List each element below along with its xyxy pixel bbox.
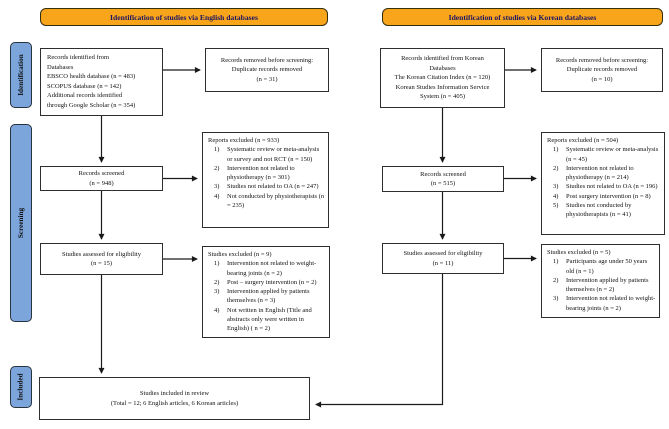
text-line: Studies assessed for eligibility <box>62 250 141 258</box>
list-item <box>208 287 326 306</box>
text-line: Korean Studies Information Service <box>395 83 490 91</box>
header-korean-databases: Identification of studies via Korean databases <box>382 8 663 26</box>
text-line: (n = 15) <box>91 260 112 267</box>
text-line: Databases <box>429 64 456 72</box>
list-item-text: Studies not conducted by physiotherapists (n = 41) <box>566 201 632 219</box>
list-item-number: 3) <box>553 183 559 191</box>
list-item <box>547 145 661 164</box>
list-item <box>208 306 326 334</box>
header-english-databases: Identification of studies via English databases <box>40 8 328 26</box>
list-item-text: Intervention not related to physiotherapy (n = 214) <box>566 164 634 182</box>
box-reports-excluded-english <box>202 132 329 228</box>
list-item-text: Not conducted by physiotherapists (n = 235) <box>227 192 325 209</box>
list-item-number: 4) <box>214 306 220 314</box>
list-item-text: Intervention applied by patients themselves (n = 2) <box>566 276 649 294</box>
list-item-number: 3) <box>214 183 220 191</box>
text-line: Databases <box>47 63 74 71</box>
list-item <box>208 182 325 191</box>
list-item-text: Systematic review or meta-analysis (n = 45) <box>566 146 659 163</box>
text-line: Records identified from Korean <box>401 55 484 63</box>
stage-label-included-text: Included <box>17 373 26 401</box>
text-line: Records removed before screening: <box>555 56 649 64</box>
list-item-number: 1) <box>553 258 559 266</box>
box-studies-assessed-english <box>40 243 163 275</box>
stage-label-screening-text: Screening <box>17 207 25 239</box>
box-reports-excluded-korean <box>541 132 665 235</box>
text-line: through Google Scholar (n = 354) <box>47 101 136 109</box>
list-item-number: 5) <box>553 201 559 209</box>
list-item-text: Intervention not related to weight-bearing joints (n = 2) <box>227 260 317 277</box>
list-item <box>547 276 656 295</box>
box-records-identified-english <box>40 48 163 116</box>
list-item-number: 1) <box>214 146 220 154</box>
reports-excluded-korean-title: Reports excluded (n = 504) <box>547 137 619 144</box>
text-line: (n = 11) <box>432 259 454 267</box>
reports-excluded-korean-list <box>547 145 661 219</box>
box-studies-excluded-english <box>202 246 330 338</box>
text-line: Duplicate records removed <box>231 66 303 74</box>
list-item-text: Post surgery intervention (n = 8) <box>566 192 651 200</box>
box-records-screened-korean <box>382 166 504 192</box>
list-item-number: 2) <box>214 278 220 286</box>
list-item-text: Systematic review or meta-analysis or survey and not RCT (n = 150) <box>227 146 320 163</box>
list-item-number: 3) <box>553 295 559 303</box>
text-line: (n = 515) <box>430 180 456 187</box>
list-item-number: 2) <box>553 276 559 284</box>
text-line: (n = 948) <box>89 179 114 187</box>
list-item-text: Studies not related to OA (n = 247) <box>227 183 319 191</box>
list-item-number: 1) <box>553 146 559 154</box>
list-item <box>208 145 325 164</box>
list-item <box>208 192 325 211</box>
list-item-number: 2) <box>214 164 220 172</box>
text-line: SCOPUS database (n = 142) <box>47 82 122 90</box>
list-item-text: Intervention applied by patients themselves (n = 3) <box>227 288 310 305</box>
reports-excluded-english-title: Reports excluded (n = 933) <box>208 137 280 144</box>
list-item <box>547 257 656 276</box>
list-item <box>547 201 661 220</box>
list-item <box>547 182 661 191</box>
reports-excluded-english-list <box>208 145 325 210</box>
studies-excluded-english-title: Studies excluded (n = 9) <box>208 251 272 258</box>
text-line: Records removed before screening: <box>220 56 314 64</box>
list-item-text: Intervention not related to physiotherapy (n = 301) <box>227 164 295 182</box>
list-item-number: 4) <box>214 192 220 200</box>
box-records-removed-korean <box>541 48 663 92</box>
stage-label-screening <box>10 124 32 322</box>
box-records-removed-english <box>205 48 329 92</box>
text-line: The Korean Citation Index (n = 120) <box>394 74 491 82</box>
text-line: Studies assessed for eligibility <box>403 250 483 258</box>
text-line: Records screened <box>420 170 466 178</box>
text-line: Additional records identified <box>47 92 123 100</box>
list-item <box>547 294 656 313</box>
list-item <box>208 278 326 287</box>
text-line: System (n = 405) <box>419 93 465 101</box>
list-item-text: Studies not related to OA (n = 196) <box>566 183 658 191</box>
box-records-identified-korean <box>380 48 505 108</box>
list-item-text: Participants age under 50 years old (n = 1) <box>566 258 648 275</box>
text-line: Records screened <box>78 170 125 178</box>
studies-excluded-korean-list <box>547 257 656 313</box>
box-records-screened-english <box>40 166 163 191</box>
list-item-number: 3) <box>214 288 220 296</box>
list-item <box>208 259 326 278</box>
list-item <box>547 192 661 201</box>
studies-excluded-korean-title: Studies excluded (n = 5) <box>547 249 611 256</box>
text-line: Records identified from <box>47 54 110 61</box>
text-line: (Total = 12; 6 English articles, 6 Korean articles) <box>110 399 239 407</box>
box-studies-assessed-korean <box>382 243 504 274</box>
stage-label-included <box>10 366 32 408</box>
stage-label-identification <box>10 42 32 108</box>
text-line: Duplicate records removed <box>566 66 638 74</box>
text-line: (n = 31) <box>256 75 278 83</box>
text-line: (n = 10) <box>591 75 613 83</box>
text-line: Studies included in review <box>139 390 210 398</box>
list-item-text: Not written in English (Title and abstracts only were written in English) ( n = 2) <box>227 306 312 333</box>
box-studies-included-review <box>39 377 310 420</box>
list-item <box>547 164 661 183</box>
list-item-number: 1) <box>214 260 220 268</box>
list-item-number: 4) <box>553 192 559 200</box>
text-line: EBSCO health database (n = 483) <box>47 73 136 81</box>
list-item <box>208 164 325 183</box>
list-item-text: Post – surgery intervention (n = 2) <box>227 278 317 286</box>
studies-excluded-english-list <box>208 259 326 333</box>
list-item-number: 2) <box>553 164 559 172</box>
box-studies-excluded-korean <box>541 244 660 318</box>
list-item-text: Intervention not related to weight-bearing joints (n = 2) <box>566 295 656 312</box>
stage-label-identification-text: Identification <box>17 54 25 96</box>
